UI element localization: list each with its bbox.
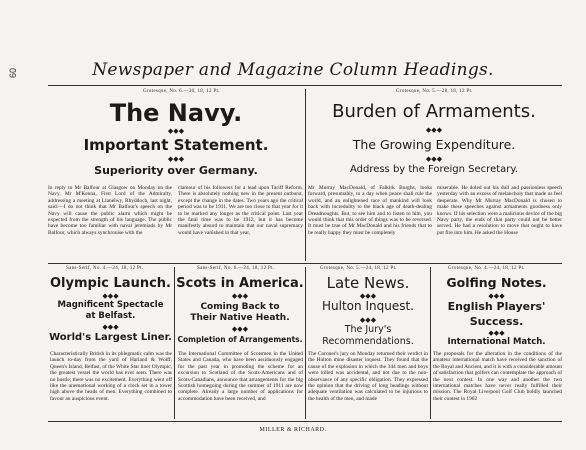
article-text: Characteristically British in its phlegmatic calm was the launch to-day from the yard of Harland & Wolff, Queen's Island, Belfast, of the White Star liner Olympic, the greatest vessel the world has ever seen. There was no bustle; there was no excitement. Everything went off like the unemotional working of a clock set in a tower high above the heads of men. Everything combined to favour an auspicious event. xyxy=(50,351,172,402)
headline: Scots in America. xyxy=(176,276,304,291)
headline: Olympic Launch. xyxy=(50,276,171,291)
article-text-col-2: miserable. He doled out his dull and passionless speech yesterday with an excess of melancholy that made us feel desperate. Why Mr Murray MacDonald is chosen to make these speeches against armaments goodness only knows. If his selection were a malicious device of the big Navy party, the ends of that party could not be better served. He had a resolution to move that ought to have put fire into him. He asked the House xyxy=(437,185,562,236)
subheadline: Magnificent Spectacle xyxy=(57,300,164,310)
ornament: ◆◆◆ xyxy=(167,155,185,163)
type-caption: Grotesque, No. 5.—24, 18, 12 Pt. xyxy=(320,266,397,271)
headline: Golfing Notes. xyxy=(446,275,547,290)
subheadline-2: World's Largest Liner. xyxy=(49,332,172,343)
headline: Late News. xyxy=(326,274,410,292)
article-text-col-2: clamour of his followers for a lead upon Tariff Reform. There is absolutely nothing new in the present outburst, except the change in the dates. Two years ago the critical period was to be 1911. We are too close to that year for it to be marked any longer as the critical point. Last year the fatal time was to be 1912, but it has become manifestly absurd to maintain that our naval supremacy would have vanished in that year, xyxy=(178,185,303,236)
ornament: ◆◆◆ xyxy=(231,325,249,333)
type-caption: Grotesque, No. 4.—24, 18, 12 Pt. xyxy=(448,266,525,271)
page-header: Newspaper and Magazine Column Headings. xyxy=(92,60,494,80)
headline: The Navy. xyxy=(109,99,243,127)
subheadline-line-2: Success. xyxy=(469,315,524,328)
article-text-col-1: In reply to Mr Balfour at Glasgow on Monday on the Navy, Mr M'Kenna, First Lord of the Admiralty, addressing a meeting at Llanelwy, Rhyddoch, last night, said:—I do not think that Mr Balfour's speech on the Navy will cause the public alarm which might be expected from the strength of his language. The public have become too familiar with naval jeremiads by Mr Balfour, which always synchronise with the xyxy=(48,185,172,236)
ornament: ◆◆◆ xyxy=(102,292,119,300)
page-footer: MILLER & RICHARD. xyxy=(259,427,327,433)
headline: Burden of Armaments. xyxy=(332,101,536,122)
ornament: ◆◆◆ xyxy=(359,316,377,324)
article-text-col-1: Mr Murray MacDonald, of Falkirk Burghs, looks forward, presumably, to a day when peace shall rule the world, and an enlightened race of mankind will look back with incredulity to the black age of death-dealing Dreadnoughts. But, to see him and to listen to him, you would think that this order of things was to be reversed. It must be true of Mr MacDonald and his friends that to be really happy they must be completely xyxy=(308,185,432,236)
subheadline-2: The Jury's xyxy=(344,324,392,335)
subheadline-2: International Match. xyxy=(447,337,546,347)
ornament: ◆◆◆ xyxy=(425,155,443,163)
ornament: ◆◆◆ xyxy=(488,292,505,300)
subheadline: Hulton Inquest. xyxy=(322,299,414,313)
article-text: The International Committee of Scotsmen in the United States and Canada, who have been assiduously engaged for the past year in promoting the scheme for an excursion to Scotland of the Scots-Americans and of Scots-Canadians, announce that arrangements for the big Scottish homegoing during the summer of 1911 are now complete. Already a large number of applications for accommodation have been received, and xyxy=(178,351,303,402)
subheadline-2: Completion of Arrangements. xyxy=(177,335,303,344)
type-caption: Sans-Serif, No. 4.—24, 18, 12 Pt. xyxy=(66,266,144,271)
article-text: The proposals for the alteration in the conditions of the amateur international match have received the sanction of the Royal and Ancient, and it is with a considerable amount of satisfaction that golfers can contemplate the approach of the next contest. In one way and another the two international matches have never really fulfilled their mission. The Royal Liverpool Golf Club boldly launched their contest in 1902 xyxy=(433,351,562,402)
ornament: ◆◆◆ xyxy=(359,292,377,300)
type-caption: Sans-Serif, No. 6.—24, 18, 12 Pt. xyxy=(197,266,275,271)
ornament: ◆◆◆ xyxy=(231,292,249,300)
ornament: ◆◆◆ xyxy=(167,127,185,135)
bottom-rule xyxy=(48,421,562,422)
ornament: ◆◆◆ xyxy=(102,323,119,331)
subheadline-2-line-2: Recommendations. xyxy=(322,336,414,347)
ornament: ◆◆◆ xyxy=(488,329,505,337)
subheadline: Coming Back to xyxy=(200,302,280,312)
subheadline: English Players' xyxy=(447,300,546,313)
subheadline: Important Statement. xyxy=(83,136,269,154)
subheadline-2: Address by the Foreign Secretary. xyxy=(349,164,519,175)
subheadline-line-2: Their Native Heath. xyxy=(190,313,290,323)
subheadline: The Growing Expenditure. xyxy=(352,137,516,152)
middle-rule xyxy=(48,263,562,264)
type-caption: Grotesque, No. 5.—28, 18, 12 Pt. xyxy=(396,89,473,94)
top-rule xyxy=(48,85,562,86)
ornament: ◆◆◆ xyxy=(425,126,443,134)
page-number: 60 xyxy=(8,67,19,79)
article-text: The Coroner's jury on Monday returned their verdict in the Hulton mine disaster inquest. They found that the cause of the explosion in which the 344 men and boys were killed was accidental, and not due to the non-observance of any specific obligation. They expressed the opinion that the driving of long headings without adequate ventilation was calculated to be injurious to the health of the men, and made xyxy=(308,351,428,402)
subheadline-line-2: at Belfast. xyxy=(85,311,136,321)
type-caption: Grotesque, No. 6.—30, 18, 12 Pt. xyxy=(143,89,220,94)
subheadline-2: Superiority over Germany. xyxy=(94,164,258,177)
